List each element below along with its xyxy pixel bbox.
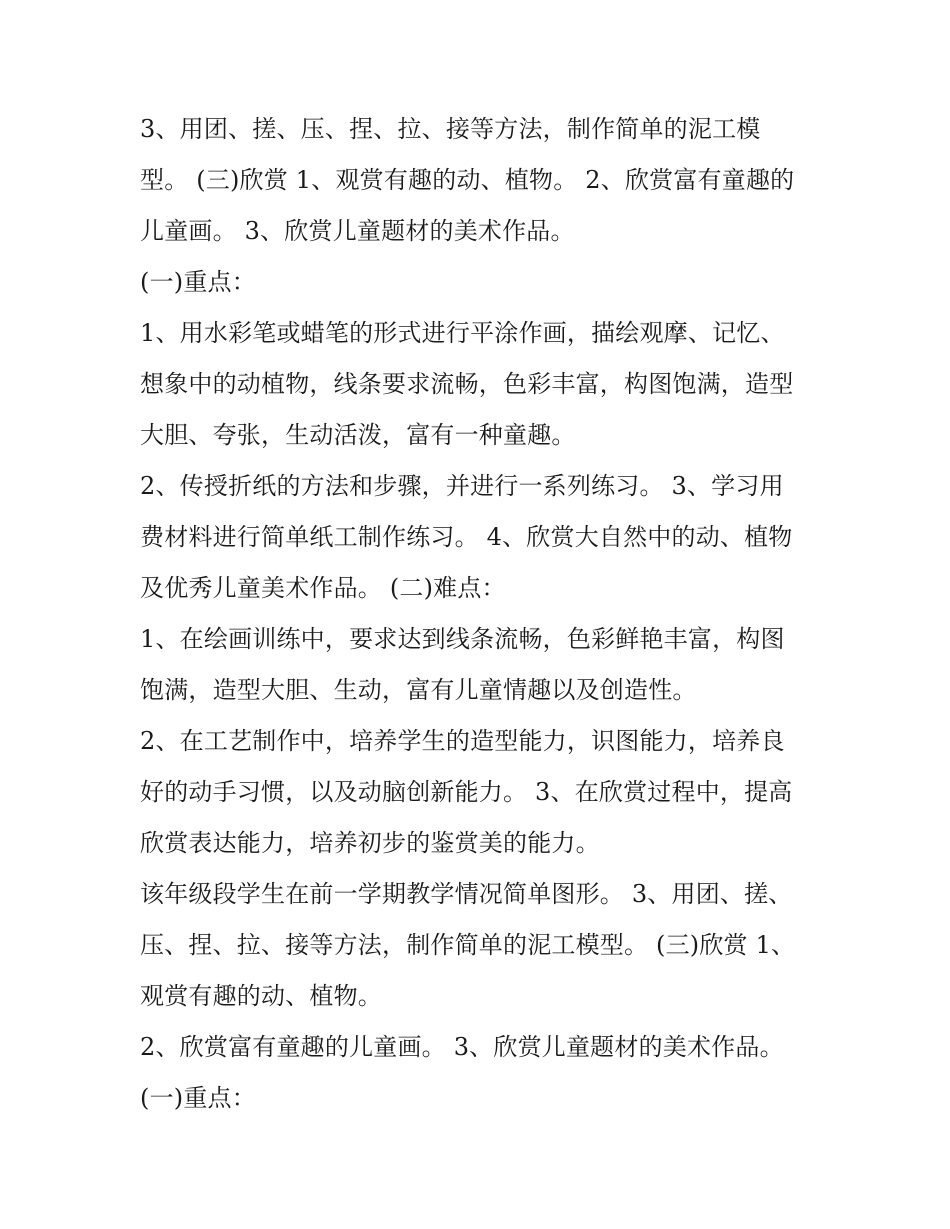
text-line: 欣赏表达能力，培养初步的鉴赏美的能力。 <box>140 829 600 857</box>
text-line: 饱满，造型大胆、生动，富有儿童情趣以及创造性。 <box>140 676 697 704</box>
text-line: 大胆、夸张，生动活泼，富有一种童趣。 <box>140 421 576 449</box>
document-body <box>140 104 820 1124</box>
section-heading: (一)重点： <box>140 1084 256 1112</box>
text-line: 及优秀儿童美术作品。 (二)难点： <box>140 574 506 602</box>
text-line: 1、在绘画训练中，要求达到线条流畅，色彩鲜艳丰富，构图 <box>140 625 785 653</box>
text-line: 2、在工艺制作中，培养学生的造型能力，识图能力，培养良 <box>140 727 785 755</box>
text-line: 1、用水彩笔或蜡笔的形式进行平涂作画，描绘观摩、记忆、 <box>140 319 785 347</box>
text-line: 压、捏、拉、接等方法，制作简单的泥工模型。 (三)欣赏 1、 <box>140 931 796 959</box>
text-line: 3、用团、搓、压、捏、拉、接等方法，制作简单的泥工模 <box>140 115 761 143</box>
text-line: 想象中的动植物，线条要求流畅，色彩丰富，构图饱满，造型 <box>140 370 794 398</box>
text-line: 儿童画。 3、欣赏儿童题材的美术作品。 <box>140 217 575 245</box>
text-line: 该年级段学生在前一学期教学情况简单图形。 3、用团、搓、 <box>140 880 793 908</box>
text-line: 型。 (三)欣赏 1、观赏有趣的动、植物。 2、欣赏富有童趣的 <box>140 166 795 194</box>
text-line: 费材料进行简单纸工制作练习。 4、欣赏大自然中的动、植物 <box>140 523 793 551</box>
text-line: 2、传授折纸的方法和步骤，并进行一系列练习。 3、学习用 <box>140 472 784 500</box>
text-line: 观赏有趣的动、植物。 <box>140 982 382 1010</box>
section-heading: (一)重点： <box>140 268 256 296</box>
text-line: 2、欣赏富有童趣的儿童画。 3、欣赏儿童题材的美术作品。 <box>140 1033 784 1061</box>
text-line: 好的动手习惯，以及动脑创新能力。 3、在欣赏过程中，提高 <box>140 778 793 806</box>
